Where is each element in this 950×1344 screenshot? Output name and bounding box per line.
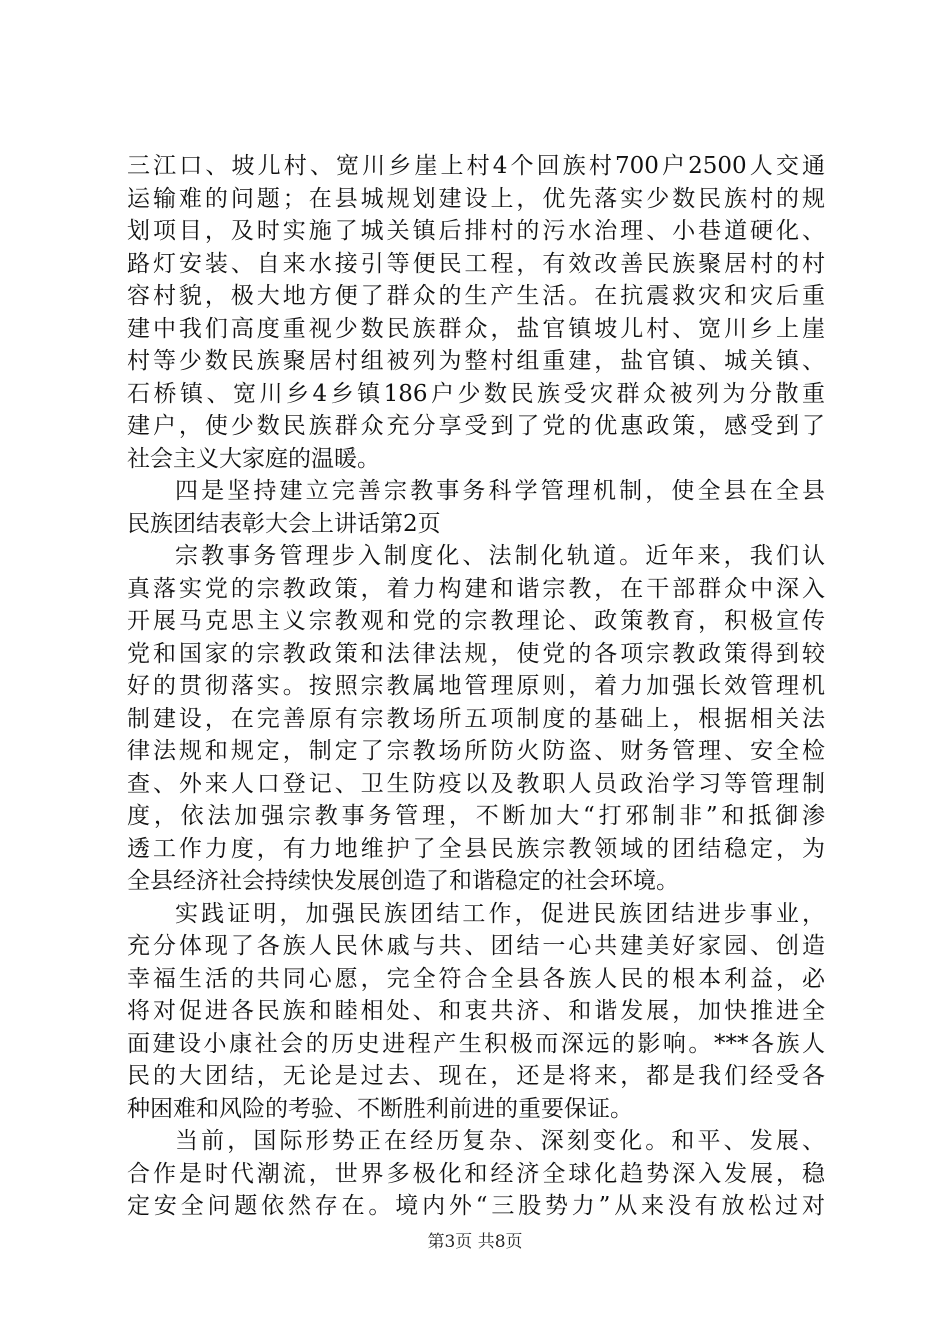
text-line: 当前，国际形势正在经历复杂、深刻变化。和平、发展、 [175,1128,825,1154]
text-line: 石桥镇、宽川乡4乡镇186户少数民族受灾群众被列为分散重 [127,380,825,407]
text-line: 将对促进各民族和睦相处、和衷共济、和谐发展，加快推进全 [127,998,825,1024]
text-line: 好的贯彻落实。按照宗教属地管理原则，着力加强长效管理机 [127,673,825,699]
text-line: 面建设小康社会的历史进程产生积极而深远的影响。***各族人 [127,1030,825,1057]
page-footer: 第3页 共8页 [427,1232,523,1252]
text-line: 真落实党的宗教政策，着力构建和谐宗教，在干部群众中深入 [127,575,825,602]
text-line: 透工作力度，有力地维护了全县民族宗教领域的团结稳定，为 [127,835,825,862]
text-line: 开展马克思主义宗教观和党的宗教理论、政策教育，积极宣传 [127,608,825,634]
text-line: 制建设，在完善原有宗教场所五项制度的基础上，根据相关法 [127,705,825,732]
text-line: 容村貌，极大地方便了群众的生产生活。在抗震救灾和灾后重 [127,283,825,309]
text-line: 种困难和风险的考验、不断胜利前进的重要保证。 [127,1095,633,1122]
body-text [127,150,825,1223]
text-line: 律法规和规定，制定了宗教场所防火防盗、财务管理、安全检 [127,738,825,764]
text-line: 全县经济社会持续快发展创造了和谐稳定的社会环境。 [127,868,679,894]
text-line: 实践证明，加强民族团结工作，促进民族团结进步事业， [175,900,825,927]
text-line: 三江口、坡儿村、宽川乡崖上村4个回族村700户2500人交通 [127,153,825,179]
text-line: 运输难的问题；在县城规划建设上，优先落实少数民族村的规 [127,185,825,212]
text-line: 幸福生活的共同心愿，完全符合全县各族人民的根本利益，必 [127,965,825,992]
text-line: 民族团结表彰大会上讲话第2页 [127,510,441,537]
text-line: 社会主义大家庭的温暖。 [127,445,380,472]
text-line: 查、外来人口登记、卫生防疫以及教职人员政治学习等管理制 [127,770,825,797]
text-line: 四是坚持建立完善宗教事务科学管理机制，使全县在全县 [175,478,825,504]
text-line: 划项目，及时实施了城关镇后排村的污水治理、小巷道硬化、 [127,218,825,244]
text-line: 宗教事务管理步入制度化、法制化轨道。近年来，我们认 [175,543,825,569]
text-line: 建户，使少数民族群众充分享受到了党的优惠政策，感受到了 [127,413,825,439]
text-line: 路灯安装、自来水接引等便民工程，有效改善民族聚居村的村 [127,250,825,277]
text-line: 党和国家的宗教政策和法律法规，使党的各项宗教政策得到较 [127,640,825,667]
text-line: 度，依法加强宗教事务管理，不断加大“打邪制非”和抵御渗 [127,803,825,829]
text-line: 建中我们高度重视少数民族群众，盐官镇坡儿村、宽川乡上崖 [127,315,825,342]
text-line: 民的大团结，无论是过去、现在，还是将来，都是我们经受各 [127,1063,825,1089]
text-line: 合作是时代潮流，世界多极化和经济全球化趋势深入发展，稳 [127,1160,825,1187]
text-line: 充分体现了各族人民休戚与共、团结一心共建美好家园、创造 [127,933,825,959]
text-line: 定安全问题依然存在。境内外“三股势力”从来没有放松过对 [127,1193,825,1219]
text-line: 村等少数民族聚居村组被列为整村组重建，盐官镇、城关镇、 [127,348,825,374]
